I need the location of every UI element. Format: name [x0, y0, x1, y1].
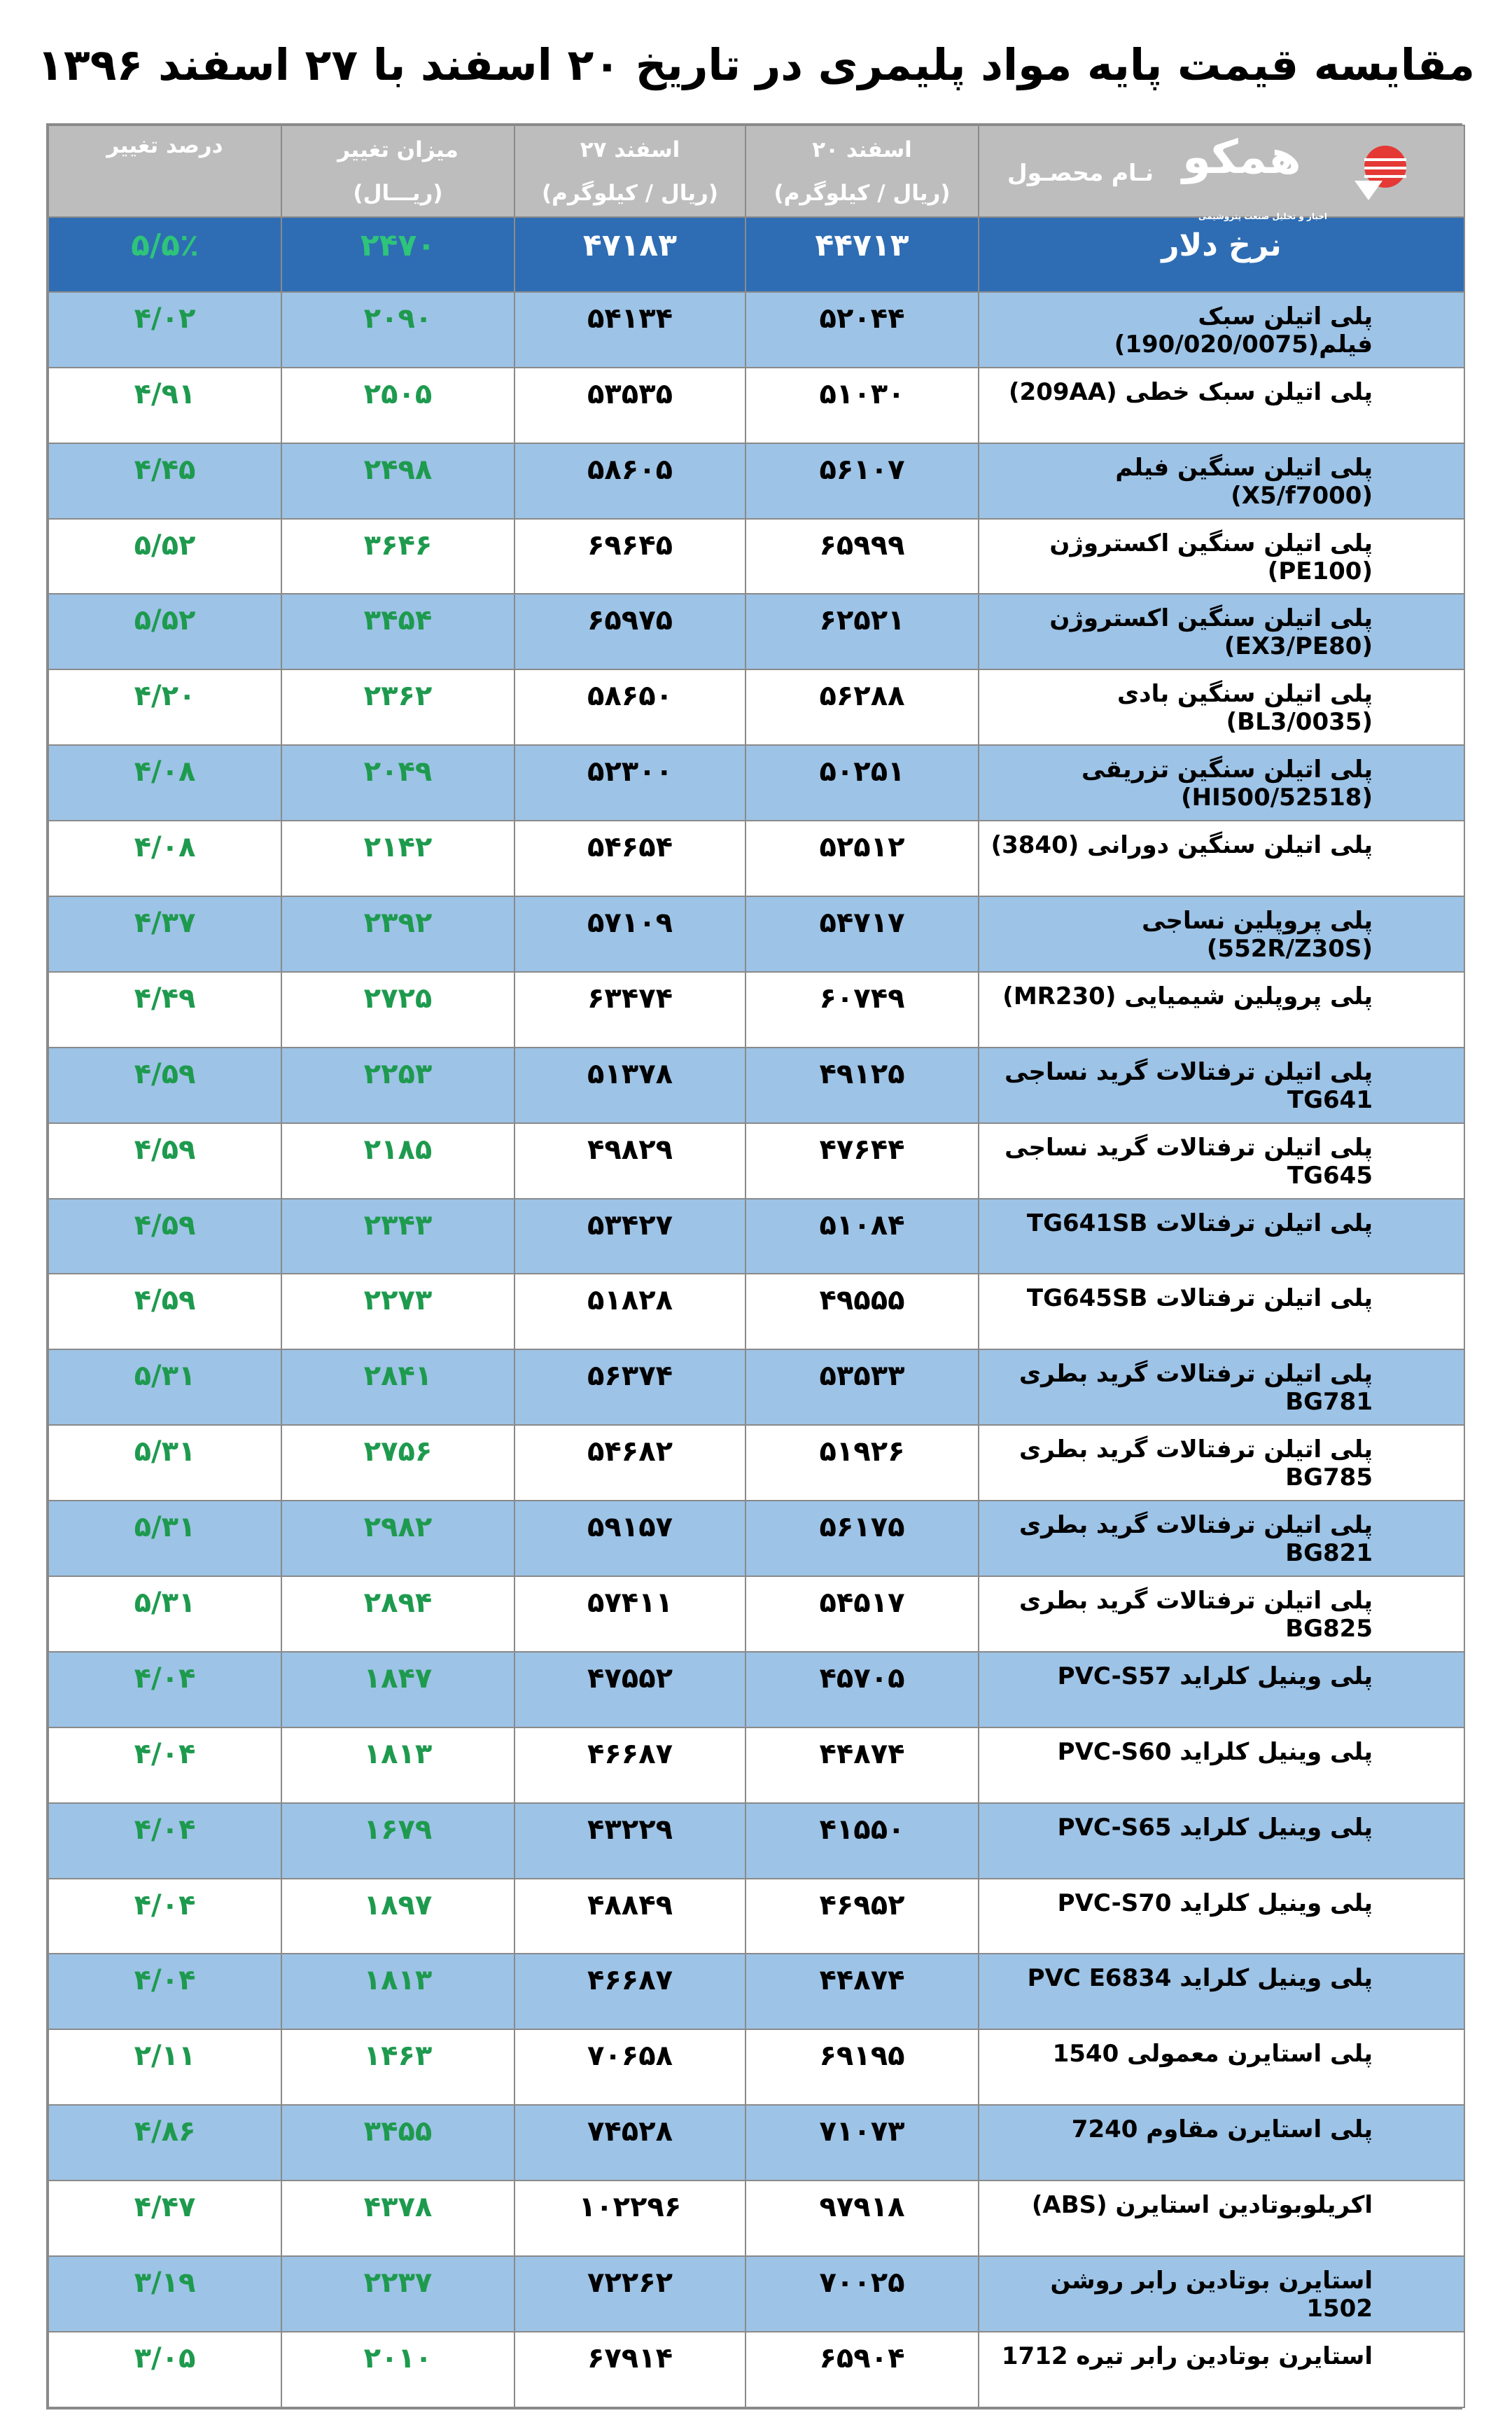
row-d27: ۵۸۶۰۵: [514, 443, 746, 519]
row-change: ۲۲۳۷: [281, 2256, 514, 2332]
row-product-name: پلی وینیل کلراید PVC-S65: [979, 1803, 1464, 1879]
row-pct: ۴/۵۹: [48, 1274, 281, 1349]
row-d27: ۵۲۳۰۰: [514, 745, 746, 821]
row-d20: ۵۰۲۵۱: [746, 745, 979, 821]
row-d27: ۵۹۱۵۷: [514, 1501, 746, 1576]
table-row: [48, 1803, 1464, 1879]
row-change: ۲۲۷۳: [281, 1274, 514, 1349]
row-d27: ۴۸۸۴۹: [514, 1879, 746, 1954]
table-row: [48, 1954, 1464, 2029]
row-d20: ۵۲۰۴۴: [746, 292, 979, 368]
header-product-name: [979, 125, 1464, 221]
row-change: ۲۹۸۲: [281, 1501, 514, 1576]
row-d27: ۵۴۱۳۴: [514, 292, 746, 368]
row-product-name: پلی استایرن معمولی 1540: [979, 2029, 1464, 2105]
row-product-name: پلی اتیلن ترفتالات گرید نساجی TG641: [979, 1048, 1464, 1123]
table-row: [48, 292, 1464, 368]
row-change: ۲۰۹۰: [281, 292, 514, 368]
row-d20: ۷۰۰۲۵: [746, 2256, 979, 2332]
row-d20: ۵۶۱۰۷: [746, 443, 979, 519]
table-row: [48, 2029, 1464, 2105]
row-change: ۲۰۱۰: [281, 2332, 514, 2407]
row-change: ۱۴۶۳: [281, 2029, 514, 2105]
row-d20: ۴۴۸۷۴: [746, 1954, 979, 2029]
row-pct: ۴/۰۲: [48, 292, 281, 368]
row-product-name: پلی اتیلن ترفتالات TG645SB: [979, 1274, 1464, 1349]
row-d27: ۵۸۶۵۰: [514, 669, 746, 745]
row-change: ۲۱۸۵: [281, 1123, 514, 1199]
row-d20: ۴۵۷۰۵: [746, 1652, 979, 1727]
row-d20: ۵۴۷۱۷: [746, 896, 979, 972]
row-d27: ۵۴۶۸۲: [514, 1425, 746, 1501]
row-change: ۲۴۹۸: [281, 443, 514, 519]
table-row: [48, 972, 1464, 1048]
row-change: ۳۶۴۶: [281, 519, 514, 594]
header-name-label: نـام محصـول: [1007, 159, 1154, 186]
row-change: ۱۸۴۷: [281, 1652, 514, 1727]
row-d20: ۴۹۱۲۵: [746, 1048, 979, 1123]
row-d20: ۶۵۹۰۴: [746, 2332, 979, 2407]
table-row: [48, 1727, 1464, 1803]
row-change: ۲۸۴۱: [281, 1349, 514, 1425]
row-pct: ۵/۵۲: [48, 519, 281, 594]
row-change: ۲۱۴۲: [281, 821, 514, 896]
row-change: ۳۴۵۵: [281, 2105, 514, 2181]
row-change: ۱۸۱۳: [281, 1954, 514, 2029]
header-change: میزان تغییر (ریـــال): [281, 125, 514, 217]
row-change: ۲۸۹۴: [281, 1576, 514, 1652]
row-d27: ۵۷۴۱۱: [514, 1576, 746, 1652]
row-d20: ۵۶۲۸۸: [746, 669, 979, 745]
table-row: [48, 1048, 1464, 1123]
row-pct: ۵/۳۱: [48, 1425, 281, 1501]
dollar-d20: ۴۴۷۱۳: [746, 217, 979, 292]
row-product-name: پلی پروپلین شیمیایی (MR230): [979, 972, 1464, 1048]
row-d20: ۵۱۰۳۰: [746, 368, 979, 443]
row-d20: ۶۹۱۹۵: [746, 2029, 979, 2105]
row-d27: ۵۳۴۲۷: [514, 1199, 746, 1274]
price-table-grid: [48, 125, 1465, 2408]
row-change: ۲۷۲۵: [281, 972, 514, 1048]
table-row: [48, 1199, 1464, 1274]
row-pct: ۴/۰۸: [48, 745, 281, 821]
table-row: [48, 1425, 1464, 1501]
row-d27: ۵۳۵۳۵: [514, 368, 746, 443]
row-d20: ۵۲۵۱۲: [746, 821, 979, 896]
table-row: [48, 821, 1464, 896]
row-pct: ۴/۰۴: [48, 1803, 281, 1879]
table-row: [48, 1274, 1464, 1349]
row-product-name: پلی وینیل کلراید PVC-S70: [979, 1879, 1464, 1954]
row-d20: ۹۷۹۱۸: [746, 2181, 979, 2256]
row-product-name: پلی اتیلن سنگین اکستروژن (EX3/PE80): [979, 594, 1464, 669]
table-row: [48, 594, 1464, 669]
logo-tagline: اخبار و تحلیل صنعت پتروشیمی: [1198, 211, 1328, 221]
row-d27: ۴۳۲۲۹: [514, 1803, 746, 1879]
row-pct: ۴/۵۹: [48, 1199, 281, 1274]
row-d27: ۵۶۳۷۴: [514, 1349, 746, 1425]
row-product-name: پلی اتیلن ترفتالات گرید بطری BG821: [979, 1501, 1464, 1576]
table-row: [48, 443, 1464, 519]
table-row: [48, 2105, 1464, 2181]
row-d27: ۶۹۶۴۵: [514, 519, 746, 594]
logo-word: همکو: [1182, 130, 1301, 184]
row-pct: ۴/۴۷: [48, 2181, 281, 2256]
row-d20: ۷۱۰۷۳: [746, 2105, 979, 2181]
row-product-name: پلی اتیلن سبک خطی (209AA): [979, 368, 1464, 443]
row-d20: ۵۱۰۸۴: [746, 1199, 979, 1274]
page-title: مقایسه قیمت پایه مواد پلیمری در تاریخ ۲۰ اسفند با ۲۷ اسفند ۱۳۹۶: [37, 39, 1475, 90]
row-d27: ۶۳۴۷۴: [514, 972, 746, 1048]
row-pct: ۳/۱۹: [48, 2256, 281, 2332]
row-pct: ۵/۵۲: [48, 594, 281, 669]
row-pct: ۵/۳۱: [48, 1349, 281, 1425]
table-row: [48, 669, 1464, 745]
row-d27: ۵۱۸۲۸: [514, 1274, 746, 1349]
row-product-name: پلی اتیلن ترفتالات TG641SB: [979, 1199, 1464, 1274]
row-change: ۱۸۹۷: [281, 1879, 514, 1954]
dollar-pct: ۵/۵٪: [48, 217, 281, 292]
row-change: ۱۶۷۹: [281, 1803, 514, 1879]
table-row: [48, 1652, 1464, 1727]
row-pct: ۴/۴۹: [48, 972, 281, 1048]
row-product-name: اکریلوبوتادین استایرن (ABS): [979, 2181, 1464, 2256]
row-pct: ۴/۵۹: [48, 1048, 281, 1123]
row-pct: ۴/۰۴: [48, 1954, 281, 2029]
table-row: [48, 2181, 1464, 2256]
row-d27: ۱۰۲۲۹۶: [514, 2181, 746, 2256]
table-header-row: [48, 125, 1464, 217]
dollar-d27: ۴۷۱۸۳: [514, 217, 746, 292]
row-d20: ۴۴۸۷۴: [746, 1727, 979, 1803]
table-row: [48, 2256, 1464, 2332]
table-row: [48, 368, 1464, 443]
row-change: ۴۳۷۸: [281, 2181, 514, 2256]
row-d27: ۵۷۱۰۹: [514, 896, 746, 972]
row-pct: ۳/۰۵: [48, 2332, 281, 2407]
row-d27: ۵۱۳۷۸: [514, 1048, 746, 1123]
row-pct: ۵/۳۱: [48, 1501, 281, 1576]
row-product-name: پلی اتیلن سنگین تزریقی (HI500/52518): [979, 745, 1464, 821]
price-table: [46, 123, 1462, 2409]
row-pct: ۴/۰۴: [48, 1879, 281, 1954]
row-product-name: پلی اتیلن سنگین اکستروژن (PE100): [979, 519, 1464, 594]
header-pct: درصد تغییر: [48, 125, 281, 217]
row-change: ۲۰۴۹: [281, 745, 514, 821]
header-date-27: ۲۷ اسفند (ریال / کیلوگرم): [514, 125, 746, 217]
row-product-name: استایرن بوتادین رابر روشن 1502: [979, 2256, 1464, 2332]
table-row: [48, 1501, 1464, 1576]
row-product-name: پلی وینیل کلراید PVC-S57: [979, 1652, 1464, 1727]
row-product-name: پلی اتیلن ترفتالات گرید بطری BG825: [979, 1576, 1464, 1652]
row-d27: ۴۹۸۲۹: [514, 1123, 746, 1199]
row-d27: ۴۶۶۸۷: [514, 1954, 746, 2029]
row-pct: ۴/۰۴: [48, 1727, 281, 1803]
row-product-name: پلی اتیلن ترفتالات گرید بطری BG781: [979, 1349, 1464, 1425]
row-d20: ۴۷۶۴۴: [746, 1123, 979, 1199]
logo: [1182, 130, 1413, 221]
row-change: ۲۷۵۶: [281, 1425, 514, 1501]
row-d20: ۵۶۱۷۵: [746, 1501, 979, 1576]
row-d27: ۵۴۶۵۴: [514, 821, 746, 896]
table-row: [48, 2332, 1464, 2407]
row-product-name: پلی استایرن مقاوم 7240: [979, 2105, 1464, 2181]
row-pct: ۴/۸۶: [48, 2105, 281, 2181]
row-change: ۳۴۵۴: [281, 594, 514, 669]
dollar-change: ۲۴۷۰: [281, 217, 514, 292]
table-row: [48, 896, 1464, 972]
table-row: [48, 1576, 1464, 1652]
row-product-name: پلی اتیلن سبک فیلم(190/020/0075): [979, 292, 1464, 368]
row-d20: ۵۱۹۲۶: [746, 1425, 979, 1501]
row-d27: ۷۰۶۵۸: [514, 2029, 746, 2105]
row-product-name: پلی وینیل کلراید PVC E6834: [979, 1954, 1464, 2029]
row-pct: ۴/۰۴: [48, 1652, 281, 1727]
table-row: [48, 1879, 1464, 1954]
row-product-name: پلی اتیلن ترفتالات گرید بطری BG785: [979, 1425, 1464, 1501]
row-d20: ۴۱۵۵۰: [746, 1803, 979, 1879]
row-pct: ۵/۳۱: [48, 1576, 281, 1652]
row-product-name: استایرن بوتادین رابر تیره 1712: [979, 2332, 1464, 2407]
row-d27: ۷۲۲۶۲: [514, 2256, 746, 2332]
hamco-logo-icon: [1350, 139, 1413, 202]
row-pct: ۴/۰۸: [48, 821, 281, 896]
dollar-name: نرخ دلار: [979, 217, 1464, 292]
row-change: ۲۵۰۵: [281, 368, 514, 443]
row-d27: ۷۴۵۲۸: [514, 2105, 746, 2181]
table-row: [48, 745, 1464, 821]
row-d20: ۵۳۵۳۳: [746, 1349, 979, 1425]
row-change: ۱۸۱۳: [281, 1727, 514, 1803]
row-d20: ۶۲۵۲۱: [746, 594, 979, 669]
row-d20: ۵۴۵۱۷: [746, 1576, 979, 1652]
row-pct: ۴/۴۵: [48, 443, 281, 519]
row-d27: ۴۷۵۵۲: [514, 1652, 746, 1727]
row-change: ۲۳۹۲: [281, 896, 514, 972]
row-d20: ۶۵۹۹۹: [746, 519, 979, 594]
row-product-name: پلی اتیلن ترفتالات گرید نساجی TG645: [979, 1123, 1464, 1199]
row-d20: ۴۶۹۵۲: [746, 1879, 979, 1954]
row-d27: ۴۶۶۸۷: [514, 1727, 746, 1803]
row-pct: ۴/۲۰: [48, 669, 281, 745]
row-d27: ۶۵۹۷۵: [514, 594, 746, 669]
row-d20: ۴۹۵۵۵: [746, 1274, 979, 1349]
row-d20: ۶۰۷۴۹: [746, 972, 979, 1048]
row-product-name: پلی وینیل کلراید PVC-S60: [979, 1727, 1464, 1803]
row-change: ۲۳۴۳: [281, 1199, 514, 1274]
row-change: ۲۲۵۳: [281, 1048, 514, 1123]
row-pct: ۴/۵۹: [48, 1123, 281, 1199]
row-change: ۲۳۶۲: [281, 669, 514, 745]
row-pct: ۲/۱۱: [48, 2029, 281, 2105]
row-d27: ۶۷۹۱۴: [514, 2332, 746, 2407]
row-pct: ۴/۳۷: [48, 896, 281, 972]
table-row: [48, 1123, 1464, 1199]
row-product-name: پلی اتیلن سنگین فیلم (X5/f7000): [979, 443, 1464, 519]
table-row: [48, 1349, 1464, 1425]
header-date-20: ۲۰ اسفند (ریال / کیلوگرم): [746, 125, 979, 217]
row-product-name: پلی پروپلین نساجی (552R/Z30S): [979, 896, 1464, 972]
row-pct: ۴/۹۱: [48, 368, 281, 443]
row-product-name: پلی اتیلن سنگین دورانی (3840): [979, 821, 1464, 896]
table-row: [48, 519, 1464, 594]
row-product-name: پلی اتیلن سنگین بادی (BL3/0035): [979, 669, 1464, 745]
